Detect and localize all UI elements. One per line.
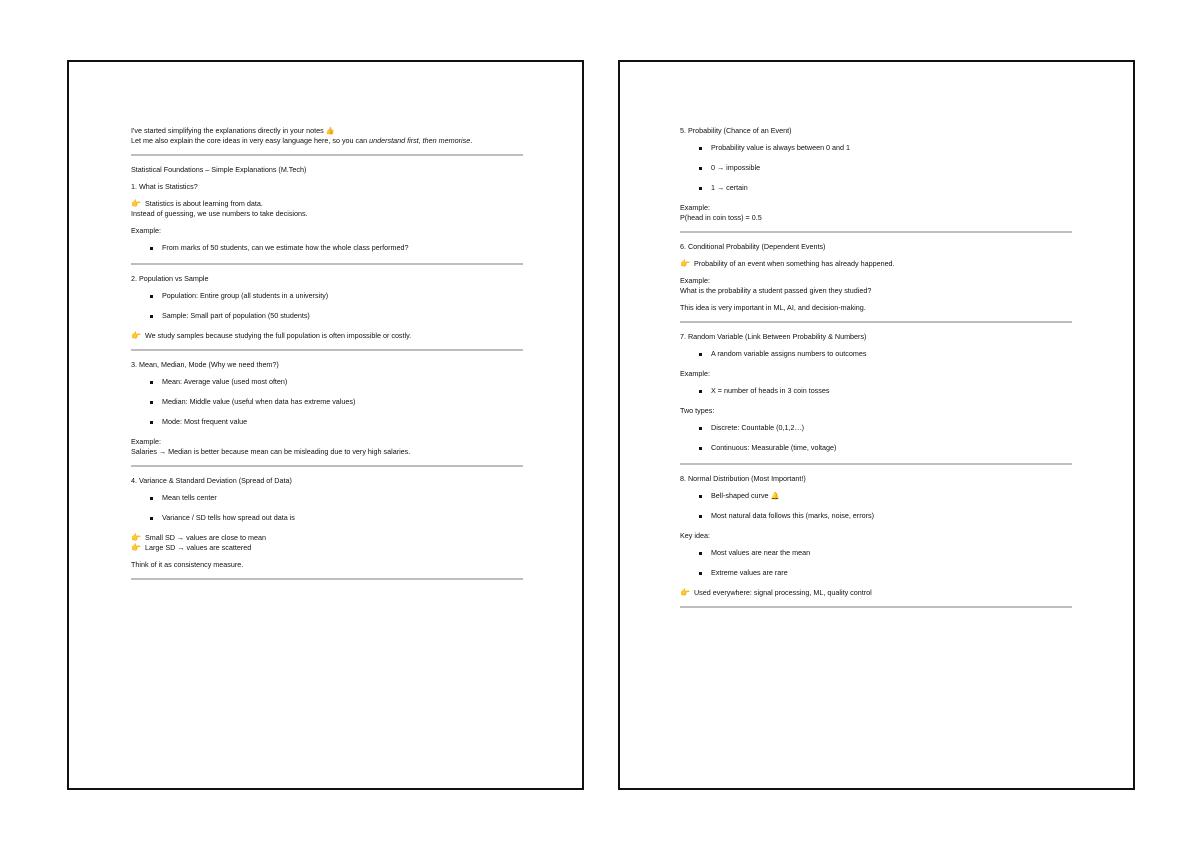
pointing-hand-icon: 👉	[131, 543, 141, 552]
list-item: Probability value is always between 0 and 1	[680, 143, 1072, 153]
intro-line-2-text: Let me also explain the core ideas in very easy language here, so you can	[131, 136, 370, 145]
page-2-content	[680, 126, 1072, 617]
pointing-hand-icon: 👉	[131, 199, 141, 208]
section-1-heading: 1. What is Statistics?	[131, 182, 198, 191]
section-4-note-2	[131, 543, 523, 553]
section-5-example-text: P(head in coin toss) = 0.5	[680, 213, 762, 222]
section-4-note-2-text: Large SD → values are scattered	[144, 543, 252, 552]
section-4-closing: Think of it as consistency measure.	[131, 560, 244, 569]
divider	[680, 321, 1072, 323]
list-item: Most values are near the mean	[680, 548, 1072, 558]
divider	[131, 465, 523, 467]
intro-line-2-end: .	[470, 136, 473, 145]
section-6-example-label: Example:	[680, 276, 710, 285]
list-item: Bell-shaped curve 🔔	[680, 491, 1072, 501]
section-5-heading: 5. Probability (Chance of an Event)	[680, 126, 792, 135]
list-item: X = number of heads in 3 coin tosses	[680, 386, 1072, 396]
section-7-example-label: Example:	[680, 369, 710, 378]
list-item: Mean: Average value (used most often)	[131, 377, 523, 387]
list-item: Discrete: Countable (0,1,2…)	[680, 423, 1072, 433]
divider	[680, 606, 1072, 608]
list-item: Continuous: Measurable (time, voltage)	[680, 443, 1072, 453]
list-item: Mean tells center	[131, 493, 523, 503]
section-3-example-text: Salaries → Median is better because mean can be misleading due to very high salaries.	[131, 447, 411, 456]
section-1-note	[131, 199, 523, 209]
section-1-line-2: Instead of guessing, we use numbers to take decisions.	[131, 209, 308, 218]
divider	[131, 154, 523, 156]
section-4-note-1-text: Small SD → values are close to mean	[144, 533, 267, 542]
section-8-key-label: Key idea:	[680, 531, 710, 540]
intro-line-2	[131, 136, 523, 146]
pointing-hand-icon: 👉	[131, 533, 141, 542]
intro-line-2-emphasis: understand first, then memorise	[369, 136, 471, 145]
section-6-closing: This idea is very important in ML, AI, and decision-making.	[680, 303, 866, 312]
section-7-types-label: Two types:	[680, 406, 715, 415]
page-1-content	[131, 126, 523, 589]
document-title: Statistical Foundations – Simple Explanations (M.Tech)	[131, 165, 307, 174]
section-1-example-label: Example:	[131, 226, 161, 235]
list-item: Mode: Most frequent value	[131, 417, 523, 427]
section-8-note	[680, 588, 1072, 598]
section-5-example-label: Example:	[680, 203, 710, 212]
divider	[131, 263, 523, 265]
list-item: Most natural data follows this (marks, noise, errors)	[680, 511, 1072, 521]
divider	[131, 349, 523, 351]
section-7-heading: 7. Random Variable (Link Between Probability & Numbers)	[680, 332, 867, 341]
section-6-note-text: Probability of an event when something has already happened.	[693, 259, 895, 268]
list-item: From marks of 50 students, can we estimate how the whole class performed?	[131, 243, 523, 253]
section-4-heading: 4. Variance & Standard Deviation (Spread of Data)	[131, 476, 292, 485]
section-3-heading: 3. Mean, Median, Mode (Why we need them?)	[131, 360, 279, 369]
section-6-heading: 6. Conditional Probability (Dependent Events)	[680, 242, 826, 251]
section-3-example-label: Example:	[131, 437, 161, 446]
section-2-heading: 2. Population vs Sample	[131, 274, 209, 283]
section-1-line-1: Statistics is about learning from data.	[144, 199, 263, 208]
list-item: Variance / SD tells how spread out data is	[131, 513, 523, 523]
list-item: A random variable assigns numbers to outcomes	[680, 349, 1072, 359]
section-4-note-1	[131, 533, 523, 543]
intro-line-1: I've started simplifying the explanations directly in your notes 👍	[131, 126, 335, 135]
list-item: Population: Entire group (all students in a university)	[131, 291, 523, 301]
pointing-hand-icon: 👉	[680, 588, 690, 597]
document-page-2	[618, 60, 1135, 790]
section-8-note-text: Used everywhere: signal processing, ML, quality control	[693, 588, 872, 597]
pointing-hand-icon: 👉	[680, 259, 690, 268]
section-6-note	[680, 259, 1072, 269]
section-2-note-text: We study samples because studying the full population is often impossible or costly.	[144, 331, 412, 340]
list-item: Sample: Small part of population (50 students)	[131, 311, 523, 321]
section-2-note	[131, 331, 523, 341]
list-item: 1 → certain	[680, 183, 1072, 193]
section-8-heading: 8. Normal Distribution (Most Important!)	[680, 474, 806, 483]
section-6-example-text: What is the probability a student passed given they studied?	[680, 286, 872, 295]
document-page-1	[67, 60, 584, 790]
divider	[680, 463, 1072, 465]
pointing-hand-icon: 👉	[131, 331, 141, 340]
list-item: Extreme values are rare	[680, 568, 1072, 578]
divider	[131, 578, 523, 580]
list-item: Median: Middle value (useful when data has extreme values)	[131, 397, 523, 407]
list-item: 0 → impossible	[680, 163, 1072, 173]
divider	[680, 231, 1072, 233]
